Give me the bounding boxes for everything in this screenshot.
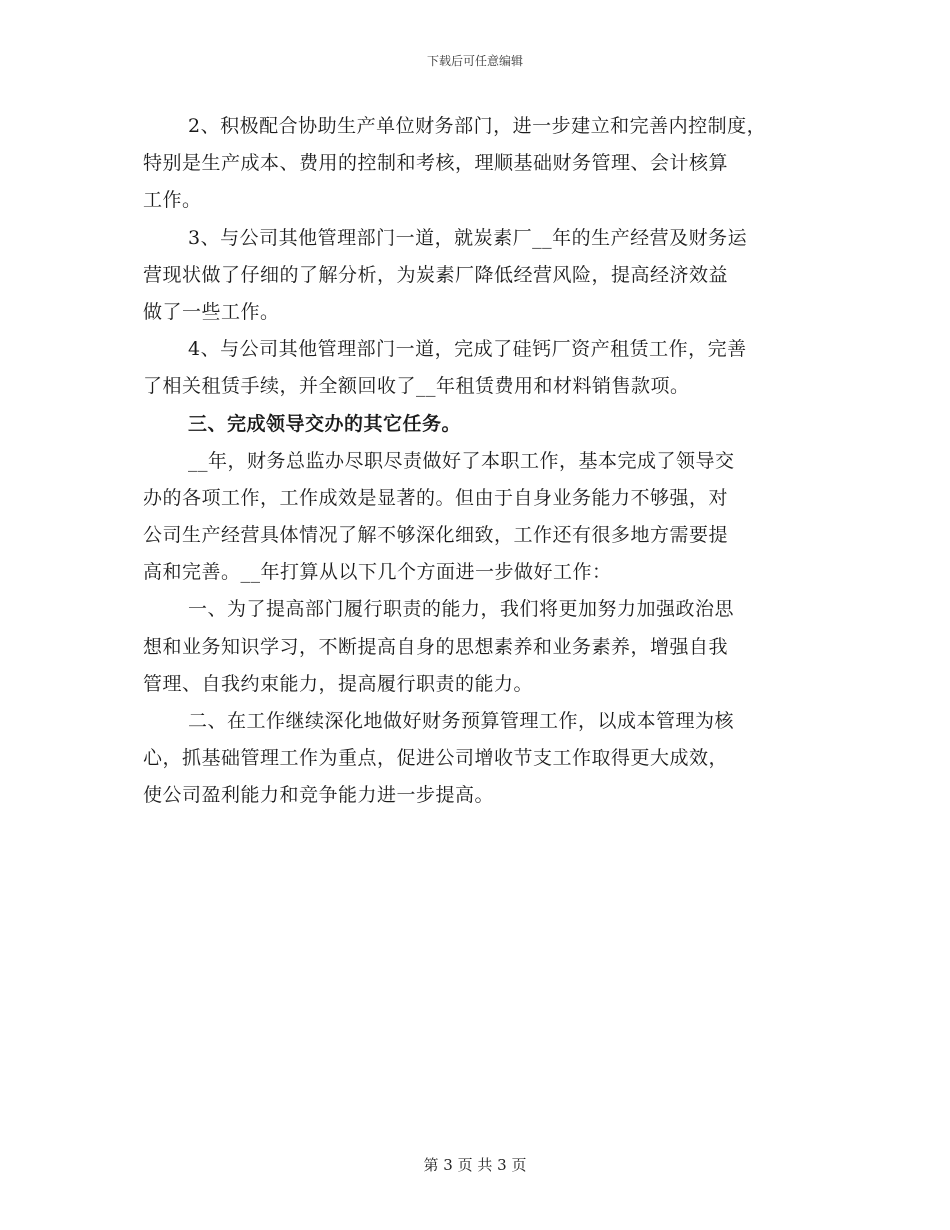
paragraph-4-line-2: 了相关租赁手续，并全额回收了__年租赁费用和材料销售款项。	[143, 375, 690, 398]
plan-item-2-line-2: 心，抓基础管理工作为重点，促进公司增收节支工作取得更大成效，	[143, 747, 729, 770]
summary-line-2: 办的各项工作，工作成效是显著的。但由于自身业务能力不够强，对	[143, 486, 729, 509]
paragraph-2-line-1: 2、积极配合协助生产单位财务部门，进一步建立和完善内控制度，	[188, 115, 767, 137]
plan-item-1-line-1: 一、为了提高部门履行职责的能力，我们将更加努力加强政治思	[188, 598, 735, 621]
section-heading: 三、完成领导交办的其它任务。	[188, 412, 462, 435]
paragraph-2-line-2: 特别是生产成本、费用的控制和考核，理顺基础财务管理、会计核算	[143, 152, 729, 175]
plan-item-2-line-1: 二、在工作继续深化地做好财务预算管理工作，以成本管理为核	[188, 710, 735, 732]
paragraph-2-line-3: 工作。	[143, 189, 202, 212]
paragraph-3-line-1: 3、与公司其他管理部门一道，就炭素厂__年的生产经营及财务运	[188, 226, 748, 249]
plan-item-2-line-3: 使公司盈利能力和竞争能力进一步提高。	[143, 784, 495, 807]
summary-line-3: 公司生产经营具体情况了解不够深化细致，工作还有很多地方需要提	[143, 524, 729, 547]
summary-line-4: 高和完善。__年打算从以下几个方面进一步做好工作：	[143, 561, 612, 584]
paragraph-4-line-1: 4、与公司其他管理部门一道，完成了硅钙厂资产租赁工作，完善	[188, 338, 747, 361]
page-number-footer: 第 3 页 共 3 页	[423, 1156, 527, 1174]
page-header: 下载后可任意编辑	[426, 54, 523, 68]
document-body	[143, 108, 803, 815]
plan-item-1-line-3: 管理、自我约束能力，提高履行职责的能力。	[143, 672, 534, 695]
summary-line-1: __年，财务总监办尽职尽责做好了本职工作，基本完成了领导交	[188, 449, 735, 472]
plan-item-1-line-2: 想和业务知识学习，不断提高自身的思想素养和业务素养，增强自我	[143, 635, 729, 658]
paragraph-3-line-2: 营现状做了仔细的了解分析，为炭素厂降低经营风险，提高经济效益	[143, 263, 729, 286]
paragraph-3-line-3: 做了一些工作。	[143, 300, 280, 323]
